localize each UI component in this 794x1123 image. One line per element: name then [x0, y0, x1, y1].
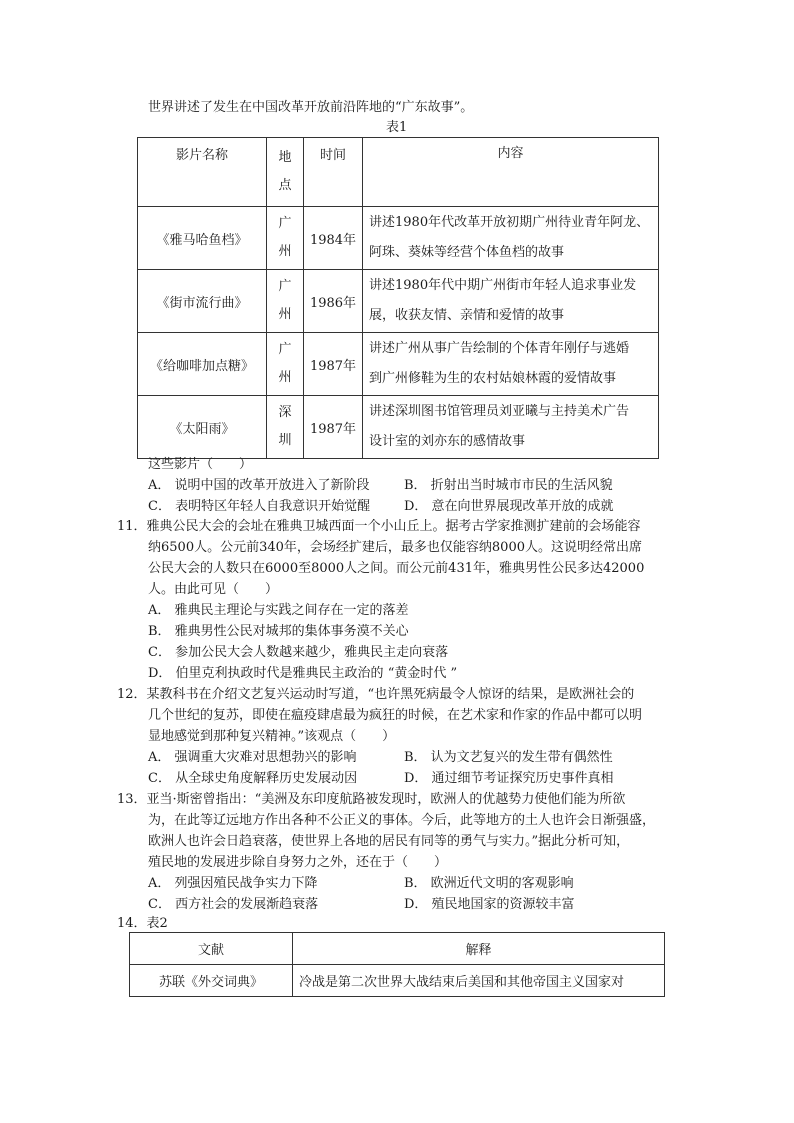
q13-line-3: 欧洲人也许会日趋衰落，使世界上各地的居民有同等的勇气与实力。”据此分析可知， — [148, 834, 630, 849]
q11-line-2: 纳6500人。公元前340年，会场经扩建后，最多也仅能容纳8000人。这说明经常出席 — [148, 540, 642, 555]
q14-label: 14．表2 — [117, 916, 168, 931]
film-content — [363, 270, 659, 333]
film-name: 《太阳雨》 — [138, 396, 267, 459]
film-content — [363, 396, 659, 459]
table1-header-row — [138, 138, 659, 207]
q13-line-1: 13．亚当·斯密曾指出：“美洲及东印度航路被发现时，欧洲人的优越势力使他们能为所欲 — [117, 792, 626, 807]
table2 — [129, 932, 665, 997]
table-row — [138, 333, 659, 396]
header-content: 内容 — [363, 138, 659, 207]
q13-option-c: C． 西方社会的发展渐趋衰落 — [148, 897, 319, 912]
q12-option-a: A． 强调重大灾难对思想勃兴的影响 — [148, 750, 357, 765]
q11-line-1: 11．雅典公民大会的会址在雅典卫城西面一个小山丘上。据考古学家推测扩建前的会场能容 — [117, 519, 641, 534]
q10-stem: 这些影片（ ） — [148, 457, 253, 472]
content-line: 阿珠、葵妹等经营个体鱼档的故事 — [369, 245, 565, 260]
content-line: 展，收获友情、亲情和爱情的故事 — [369, 308, 565, 323]
place-char: 广 — [278, 342, 292, 357]
q12-line-1: 12．某教科书在介绍文艺复兴运动时写道，“也许黑死病最令人惊讶的结果，是欧洲社会的 — [117, 687, 635, 702]
q11-line-3: 公民大会的人数只在6000至8000人之间。而公元前431年，雅典男性公民多达42000 — [148, 561, 645, 576]
q12-line-2: 几个世纪的复苏，即使在瘟疫肆虐最为疯狂的时候，在艺术家和作家的作品中都可以明 — [148, 708, 643, 723]
q10-option-d: D． 意在向世界展现改革开放的成就 — [404, 499, 614, 514]
film-time: 1984年 — [304, 207, 363, 270]
q11-line-4: 人。由此可见（ ） — [148, 582, 279, 597]
content-line: 讲述深圳图书馆管理员刘亚曦与主持美术广告 — [369, 404, 630, 419]
table1-caption: 表1 — [386, 120, 408, 135]
place-char: 州 — [278, 370, 292, 385]
q13-option-a: A． 列强因殖民战争实力下降 — [148, 876, 318, 891]
place-char: 州 — [278, 307, 292, 322]
header-place — [267, 138, 304, 207]
header-doc: 文献 — [130, 933, 293, 965]
content-line: 讲述1980年代改革开放初期广州待业青年阿龙、 — [369, 215, 650, 230]
film-time: 1986年 — [304, 270, 363, 333]
place-char: 广 — [278, 279, 292, 294]
q12-option-b: B． 认为文艺复兴的发生带有偶然性 — [404, 750, 613, 765]
place-char: 州 — [278, 244, 292, 259]
place-char: 广 — [278, 216, 292, 231]
exp-cell: 冷战是第二次世界大战结束后美国和其他帝国主义国家对 — [293, 965, 665, 997]
table-row — [130, 965, 665, 997]
q13-option-b: B． 欧洲近代文明的客观影响 — [404, 876, 574, 891]
content-line: 讲述广州从事广告绘制的个体青年刚仔与逃婚 — [369, 341, 630, 356]
q12-option-c: C． 从全球史角度解释历史发展动因 — [148, 771, 358, 786]
film-place — [267, 207, 304, 270]
film-content — [363, 333, 659, 396]
place-char: 深 — [278, 405, 292, 420]
film-place — [267, 270, 304, 333]
q13-line-2: 为，在此等辽远地方作出各种不公正义的事体。今后，此等地方的土人也许会日渐强盛， — [148, 813, 656, 828]
q13-line-4: 殖民地的发展进步除自身努力之外，还在于（ ） — [148, 855, 448, 870]
intro-line: 世界讲述了发生在中国改革开放前沿阵地的“广东故事”。 — [148, 100, 474, 115]
content-line: 到广州修鞋为生的农村姑娘林霞的爱情故事 — [369, 371, 617, 386]
table2-header-row — [130, 933, 665, 965]
header-time: 时间 — [304, 138, 363, 207]
table-row — [138, 396, 659, 459]
content-line: 设计室的刘亦东的感情故事 — [369, 434, 526, 449]
table-row — [138, 207, 659, 270]
film-time: 1987年 — [304, 333, 363, 396]
q11-option-b: B． 雅典男性公民对城邦的集体事务漠不关心 — [148, 624, 409, 639]
q11-option-a: A． 雅典民主理论与实践之间存在一定的落差 — [148, 603, 409, 618]
q10-option-b: B． 折射出当时城市市民的生活风貌 — [404, 478, 613, 493]
header-place-2: 点 — [278, 178, 292, 193]
film-name: 《雅马哈鱼档》 — [138, 207, 267, 270]
header-name: 影片名称 — [138, 138, 267, 207]
header-exp: 解释 — [293, 933, 665, 965]
film-time: 1987年 — [304, 396, 363, 459]
q13-option-d: D． 殖民地国家的资源较丰富 — [404, 897, 575, 912]
q11-option-d: D． 伯里克利执政时代是雅典民主政治的 “黄金时代 ” — [148, 666, 458, 681]
film-place — [267, 396, 304, 459]
q11-option-c: C． 参加公民大会人数越来越少，雅典民主走向衰落 — [148, 645, 449, 660]
q10-option-c: C． 表明特区年轻人自我意识开始觉醒 — [148, 499, 371, 514]
film-place — [267, 333, 304, 396]
content-line: 讲述1980年代中期广州街市年轻人追求事业发 — [369, 278, 637, 293]
table1 — [137, 137, 659, 459]
header-place-1: 地 — [278, 150, 292, 165]
film-name: 《街市流行曲》 — [138, 270, 267, 333]
place-char: 圳 — [278, 433, 292, 448]
table-row — [138, 270, 659, 333]
q12-line-3: 显地感觉到那种复兴精神。”该观点（ ） — [148, 729, 396, 744]
film-content — [363, 207, 659, 270]
doc-cell: 苏联《外交词典》 — [130, 965, 293, 997]
q10-option-a: A． 说明中国的改革开放进入了新阶段 — [148, 478, 370, 493]
q12-option-d: D． 通过细节考证探究历史事件真相 — [404, 771, 614, 786]
film-name: 《给咖啡加点糖》 — [138, 333, 267, 396]
